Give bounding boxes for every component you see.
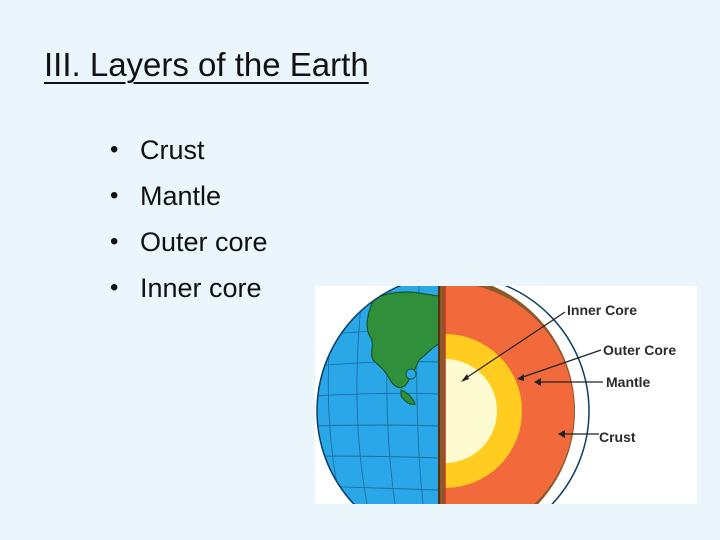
- bullet-outer-core: • Outer core: [110, 224, 268, 270]
- earth-layers-diagram: [315, 286, 697, 504]
- earth-cutaway-svg: [315, 286, 697, 504]
- label-mantle: Mantle: [606, 374, 651, 390]
- bullet-inner-core: • Inner core: [110, 270, 268, 316]
- label-inner-core: Inner Core: [567, 302, 638, 318]
- label-crust: Crust: [599, 429, 636, 445]
- bullet-crust: • Crust: [110, 132, 268, 178]
- label-outer-core: Outer Core: [603, 342, 677, 358]
- globe-surface: [315, 286, 455, 504]
- bullet-list: [110, 132, 268, 316]
- bullet-mantle: • Mantle: [110, 178, 268, 224]
- slide-title: III. Layers of the Earth: [44, 46, 369, 83]
